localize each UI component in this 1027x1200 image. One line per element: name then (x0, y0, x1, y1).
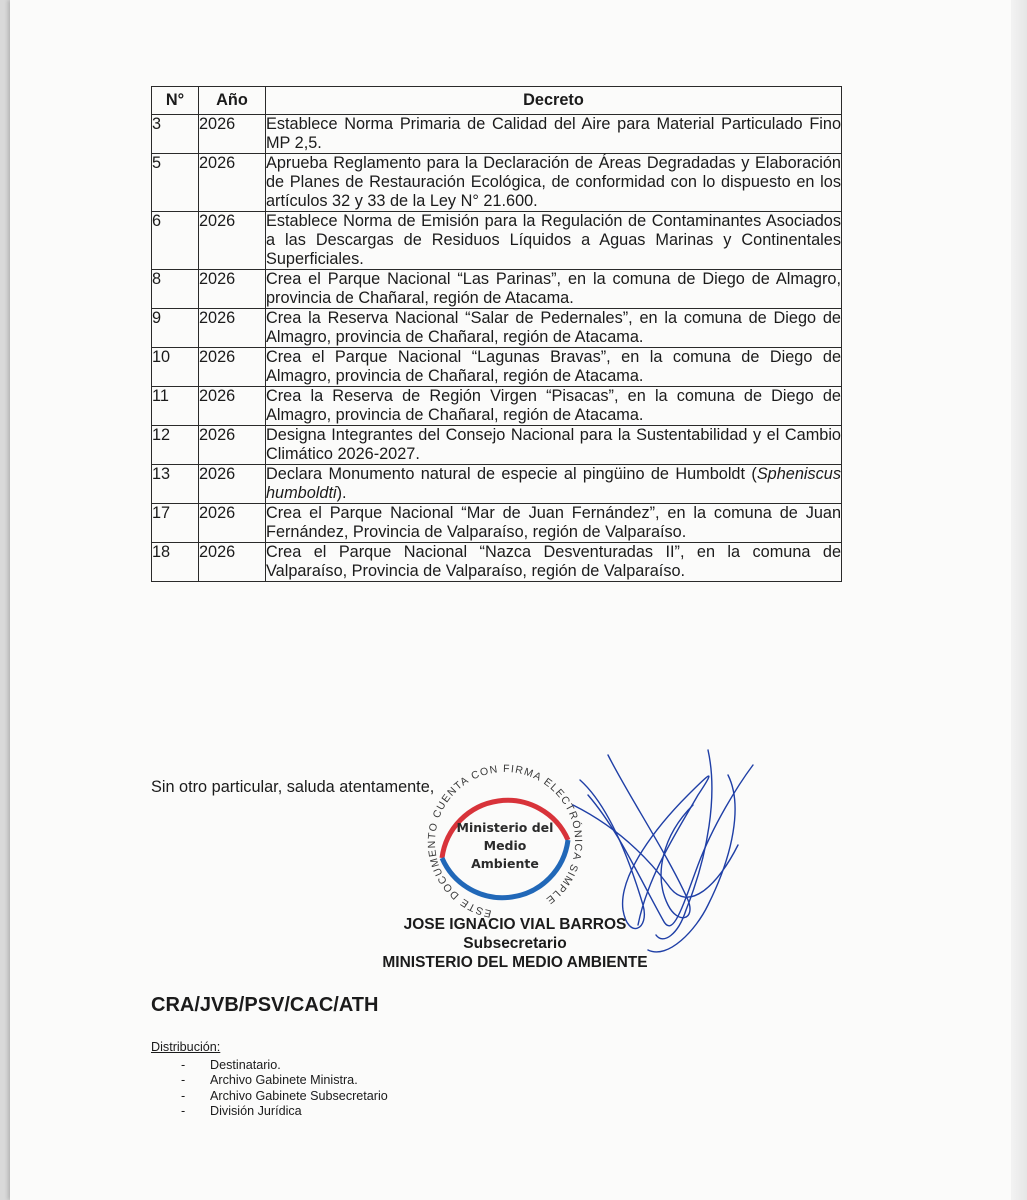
header-year: Año (199, 87, 266, 115)
reference-initials: CRA/JVB/PSV/CAC/ATH (151, 994, 379, 1016)
table-row (152, 504, 842, 543)
distribution-list (151, 1058, 388, 1120)
distribution-item: - Archivo Gabinete Ministra. (181, 1073, 358, 1087)
decrees-table (151, 86, 842, 582)
distribution-item: - División Jurídica (181, 1104, 302, 1118)
table-row (152, 426, 842, 465)
decree-year: 2026 (199, 309, 266, 348)
decree-year: 2026 (199, 348, 266, 387)
document-page (10, 0, 1027, 1200)
decree-description: Crea el Parque Nacional “Nazca Desventuradas II”, en la comuna de Valparaíso, Provincia de Valparaíso, región de Valparaíso. (266, 543, 841, 580)
distribution-block (151, 1040, 388, 1120)
seal-line-1: Ministerio del (456, 820, 554, 835)
table-row (152, 115, 842, 154)
decree-description: Crea la Reserva de Región Virgen “Pisacas”, en la comuna de Diego de Almagro, provincia de Chañaral, región de Atacama. (266, 387, 841, 424)
decree-year: 2026 (199, 426, 266, 465)
decree-year: 2026 (199, 115, 266, 154)
page-edge-shadow (1011, 0, 1027, 1200)
decree-number: 10 (152, 348, 199, 387)
signer-organization: MINISTERIO DEL MEDIO AMBIENTE (382, 954, 648, 971)
table-row (152, 465, 842, 504)
table-header-row (152, 87, 842, 115)
table-row (152, 309, 842, 348)
header-number: N° (152, 87, 199, 115)
seal-line-3: Ambiente (471, 856, 539, 871)
signer-role: Subsecretario (463, 935, 567, 952)
table-row (152, 543, 842, 582)
species-name: Spheniscus humboldti (266, 465, 841, 502)
seal-ring-text: ESTE DOCUMENTO CUENTA CON FIRMA ELECTRÓNICA SIMPLE (425, 762, 585, 920)
decree-description: Crea el Parque Nacional “Lagunas Bravas”, en la comuna de Diego de Almagro, provincia de Chañaral, región de Atacama. (266, 348, 841, 385)
table-row (152, 348, 842, 387)
decree-number: 18 (152, 543, 199, 582)
decree-description: Crea el Parque Nacional “Mar de Juan Fernández”, en la comuna de Juan Fernández, Provincia de Valparaíso, región de Valparaíso. (266, 504, 841, 541)
closing-line: Sin otro particular, saluda atentamente, (151, 778, 435, 796)
decree-number: 12 (152, 426, 199, 465)
decree-year: 2026 (199, 212, 266, 270)
signer-block (360, 915, 670, 972)
table-row (152, 387, 842, 426)
decree-year: 2026 (199, 465, 266, 504)
seal-line-2: Medio (483, 838, 527, 853)
decree-description: Establece Norma Primaria de Calidad del Aire para Material Particulado Fino MP 2,5. (266, 115, 841, 152)
decree-year: 2026 (199, 543, 266, 582)
table-row (152, 270, 842, 309)
decree-year: 2026 (199, 154, 266, 212)
decree-number: 17 (152, 504, 199, 543)
decree-number: 5 (152, 154, 199, 212)
signer-name: JOSE IGNACIO VIAL BARROS (403, 916, 627, 933)
decree-number: 9 (152, 309, 199, 348)
table-row (152, 212, 842, 270)
header-decree: Decreto (266, 87, 842, 115)
decree-description: Crea la Reserva Nacional “Salar de Pedernales”, en la comuna de Diego de Almagro, provincia de Chañaral, región de Atacama. (266, 309, 841, 346)
decree-description: Crea el Parque Nacional “Las Parinas”, en la comuna de Diego de Almagro, provincia de Chañaral, región de Atacama. (266, 270, 841, 307)
decree-year: 2026 (199, 504, 266, 543)
decree-number: 13 (152, 465, 199, 504)
table-row (152, 154, 842, 212)
decree-number: 6 (152, 212, 199, 270)
distribution-title: Distribución: (151, 1040, 221, 1054)
decree-description: Aprueba Reglamento para la Declaración de Áreas Degradadas y Elaboración de Planes de Restauración Ecológica, de conformidad con lo dispuesto en los artículos 32 y 33 de la Ley N° 21.600. (266, 154, 841, 210)
distribution-item: - Archivo Gabinete Subsecretario (181, 1088, 388, 1103)
decree-year: 2026 (199, 387, 266, 426)
decree-number: 3 (152, 115, 199, 154)
decree-number: 11 (152, 387, 199, 426)
decree-year: 2026 (199, 270, 266, 309)
decree-description: Designa Integrantes del Consejo Nacional para la Sustentabilidad y el Cambio Climático 2026-2027. (266, 426, 841, 463)
distribution-item: - Destinatario. (181, 1057, 281, 1072)
decree-description: Establece Norma de Emisión para la Regulación de Contaminantes Asociados a las Descargas de Residuos Líquidos a Aguas Marinas y Continentales Superficiales. (266, 212, 841, 268)
decree-description: Declara Monumento natural de especie al pingüino de Humboldt (Spheniscus humboldti). (266, 465, 841, 502)
decree-number: 8 (152, 270, 199, 309)
